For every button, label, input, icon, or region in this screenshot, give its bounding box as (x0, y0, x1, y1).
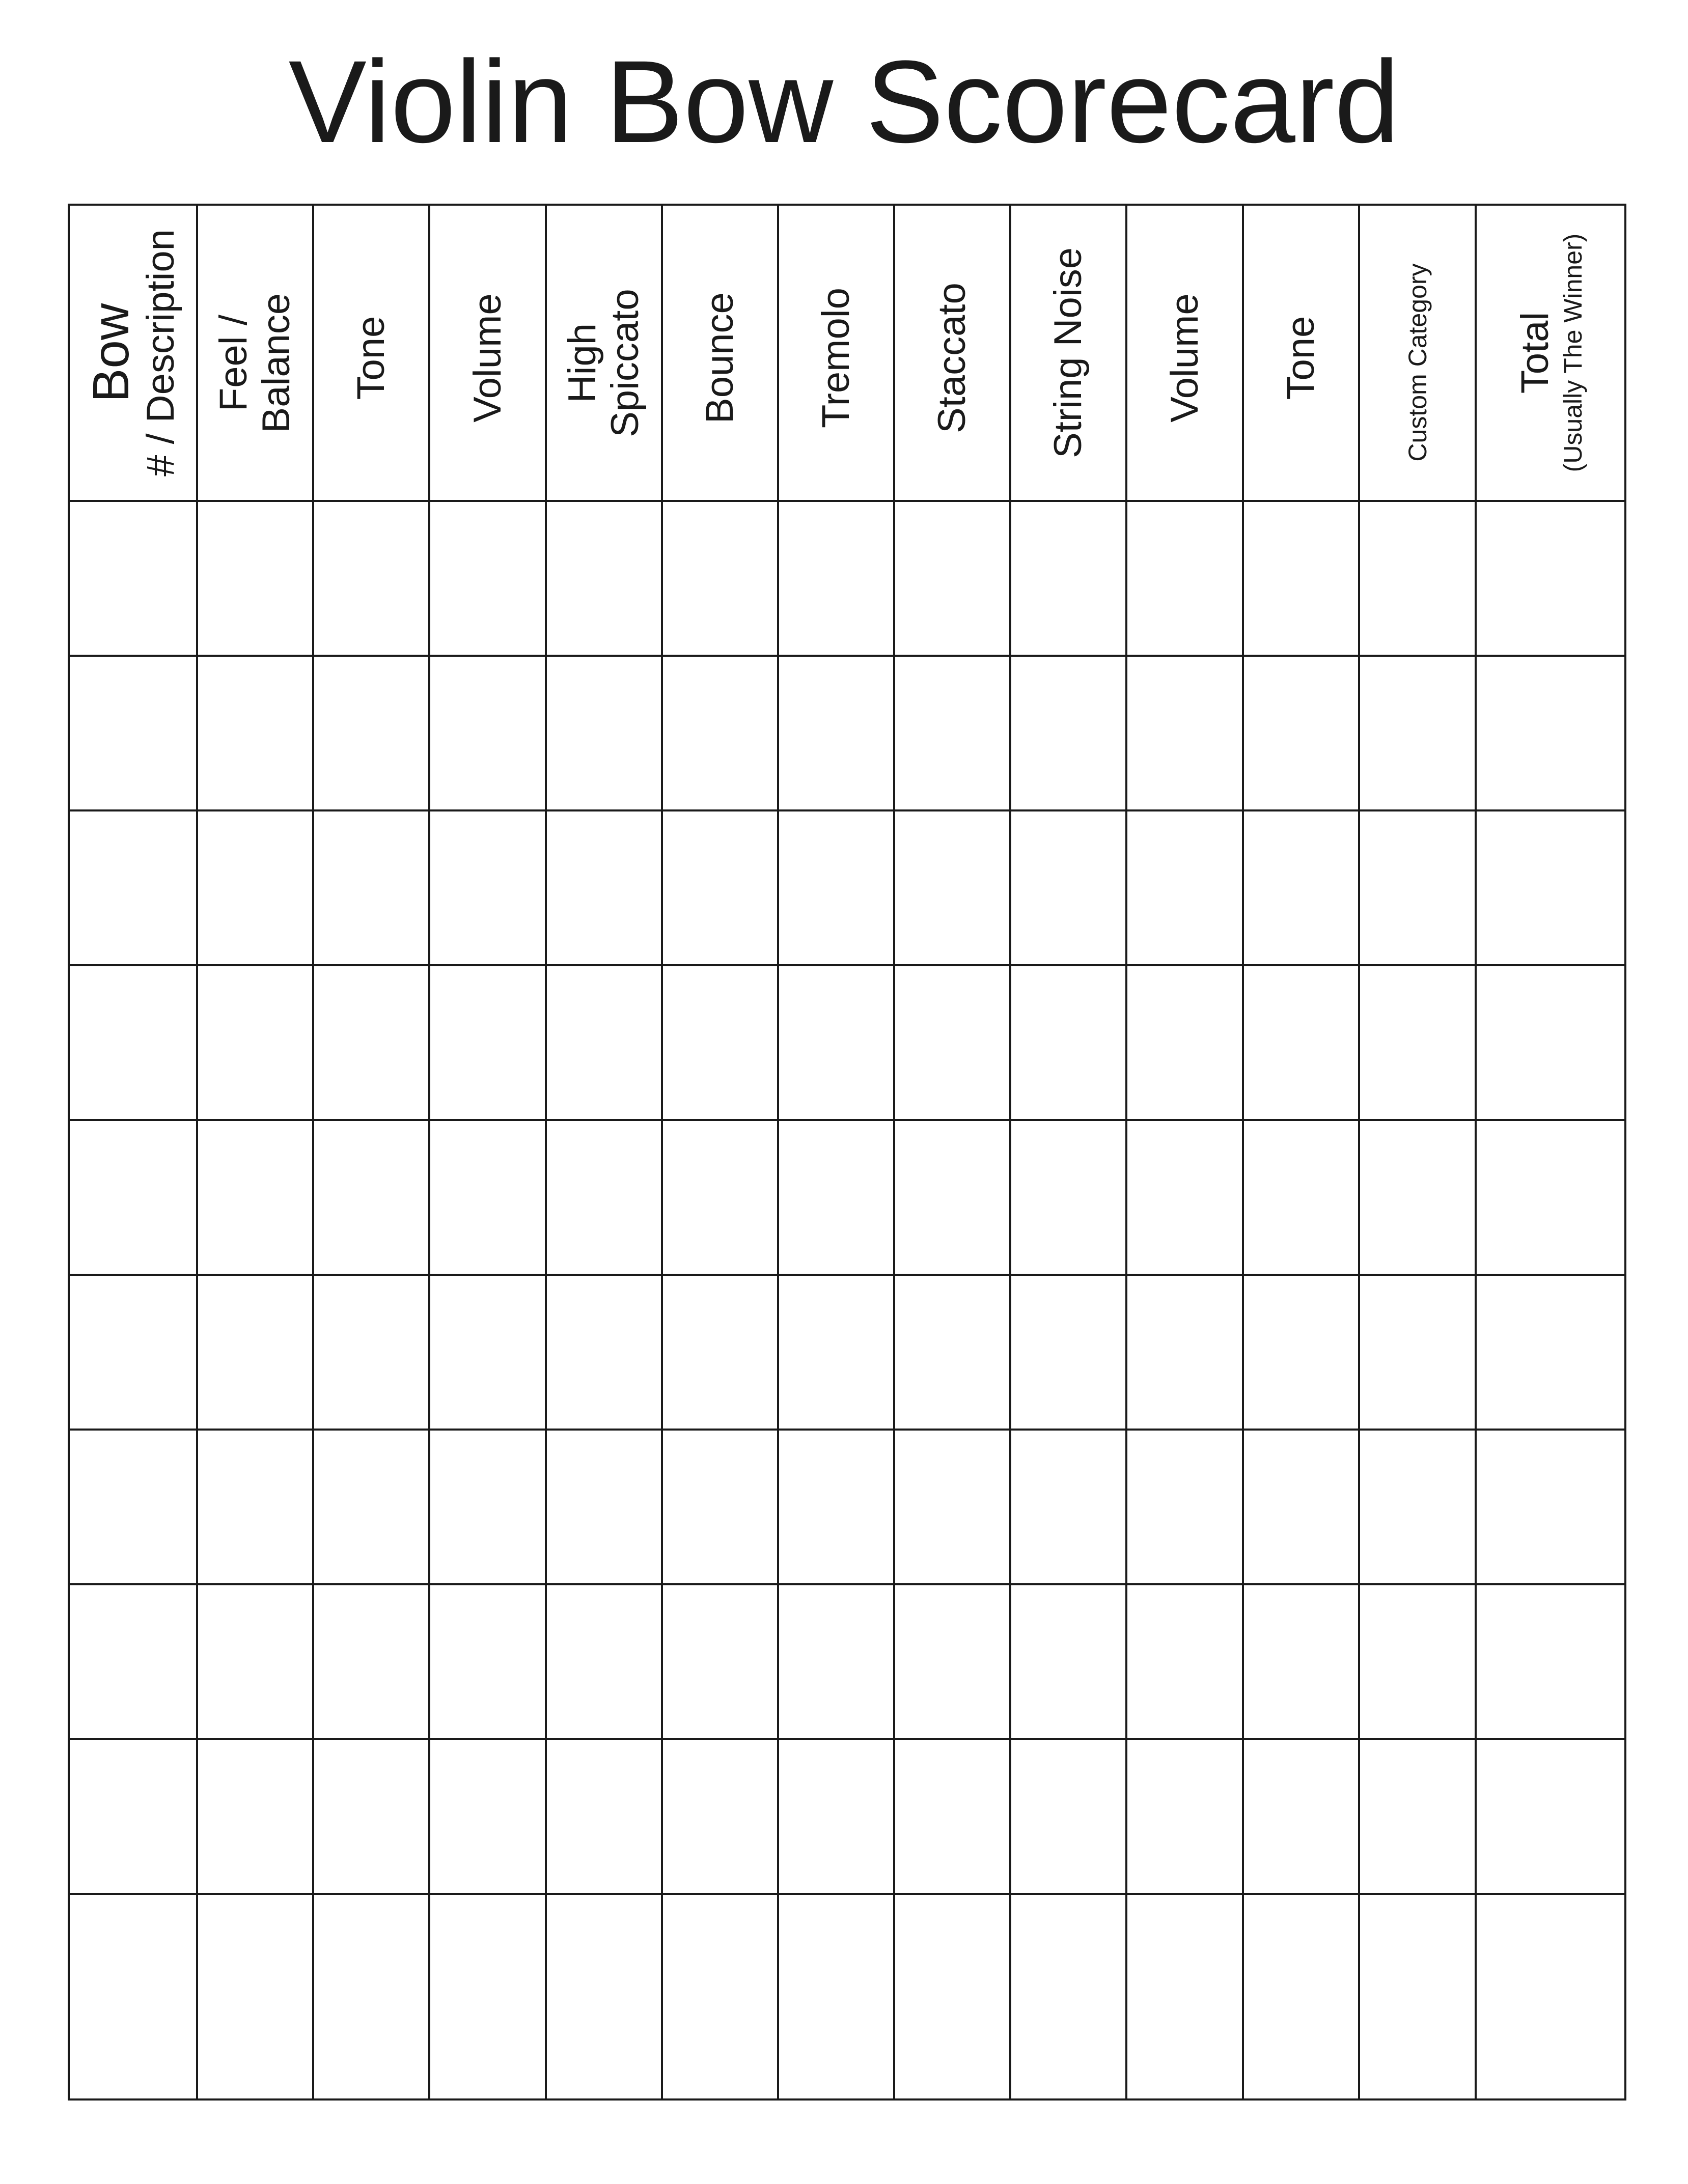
score-cell (1359, 1430, 1476, 1584)
score-cell (778, 1894, 894, 2099)
score-cell (429, 501, 546, 656)
score-cell (662, 1584, 778, 1739)
score-cell (1010, 1430, 1126, 1584)
score-cell (69, 1894, 197, 2099)
score-cell (197, 1739, 313, 1894)
score-cell (1010, 1275, 1126, 1430)
score-cell (429, 1430, 546, 1584)
score-cell (1359, 501, 1476, 656)
score-cell (894, 1894, 1010, 2099)
score-cell (778, 1275, 894, 1430)
score-cell (313, 1120, 429, 1275)
header-custom-category (1359, 205, 1476, 501)
score-cell (546, 965, 662, 1120)
header-bounce-label: Bounce (698, 292, 741, 424)
header-high-label: High (561, 323, 604, 403)
score-cell (546, 810, 662, 965)
header-volume-2-label: Volume (1163, 293, 1206, 423)
score-cell (1243, 1275, 1359, 1430)
header-custom-category-label: Custom Category (1403, 263, 1432, 462)
score-cell (1476, 656, 1625, 810)
header-tremolo-label: Tremolo (814, 288, 857, 429)
score-cell (1126, 1120, 1243, 1275)
score-cell (197, 810, 313, 965)
score-cell (197, 1430, 313, 1584)
score-cell (1010, 965, 1126, 1120)
score-cell (1359, 1894, 1476, 2099)
score-cell (662, 1275, 778, 1430)
score-cell (313, 810, 429, 965)
score-cell (894, 1430, 1010, 1584)
score-cell (1476, 965, 1625, 1120)
score-cell (69, 965, 197, 1120)
score-cell (313, 965, 429, 1120)
header-total-label: Total (1513, 312, 1557, 394)
header-total (1476, 205, 1625, 501)
table-row (69, 1739, 1625, 1894)
table-row (69, 1120, 1625, 1275)
score-cell (894, 1739, 1010, 1894)
score-cell (546, 1739, 662, 1894)
score-cell (313, 1430, 429, 1584)
score-cell (69, 656, 197, 810)
score-cell (1126, 810, 1243, 965)
score-cell (69, 1275, 197, 1430)
score-cell (429, 1894, 546, 2099)
header-volume-1-label: Volume (465, 293, 509, 423)
scorecard-table (68, 204, 1626, 2101)
score-cell (1010, 1584, 1126, 1739)
score-cell (429, 1739, 546, 1894)
score-cell (429, 1275, 546, 1430)
header-string-noise (1010, 205, 1126, 501)
score-cell (778, 1430, 894, 1584)
score-cell (894, 656, 1010, 810)
score-cell (1243, 1430, 1359, 1584)
score-cell (197, 1275, 313, 1430)
score-cell (1476, 1584, 1625, 1739)
score-cell (1243, 810, 1359, 965)
score-cell (1126, 1739, 1243, 1894)
score-cell (69, 810, 197, 965)
table-row (69, 965, 1625, 1120)
score-cell (662, 965, 778, 1120)
table-row (69, 810, 1625, 965)
score-cell (546, 501, 662, 656)
score-cell (778, 1739, 894, 1894)
header-bounce (662, 205, 778, 501)
score-cell (1010, 1120, 1126, 1275)
score-cell (662, 501, 778, 656)
header-staccato-label: Staccato (930, 283, 974, 433)
score-cell (894, 1275, 1010, 1430)
score-cell (894, 1584, 1010, 1739)
score-cell (662, 1739, 778, 1894)
score-cell (1010, 501, 1126, 656)
score-cell (1010, 810, 1126, 965)
header-tone-1-label: Tone (349, 316, 393, 400)
header-description-label: # / Description (139, 229, 182, 477)
score-cell (894, 810, 1010, 965)
score-cell (429, 965, 546, 1120)
header-tone-2-label: Tone (1279, 316, 1322, 400)
score-cell (662, 810, 778, 965)
score-cell (197, 965, 313, 1120)
score-cell (1476, 1430, 1625, 1584)
table-row (69, 1894, 1625, 2099)
score-cell (313, 501, 429, 656)
score-cell (69, 1430, 197, 1584)
score-cell (1243, 1120, 1359, 1275)
score-cell (546, 1894, 662, 2099)
score-cell (1243, 965, 1359, 1120)
score-cell (1359, 1739, 1476, 1894)
header-bow-label: Bow (82, 303, 140, 403)
header-volume-2 (1126, 205, 1243, 501)
score-cell (197, 1584, 313, 1739)
score-cell (1126, 1275, 1243, 1430)
header-tone-2 (1243, 205, 1359, 501)
score-cell (429, 1120, 546, 1275)
score-cell (662, 656, 778, 810)
score-cell (1476, 1894, 1625, 2099)
score-cell (662, 1894, 778, 2099)
score-cell (313, 1584, 429, 1739)
score-cell (1126, 1894, 1243, 2099)
score-cell (1359, 1584, 1476, 1739)
score-cell (778, 501, 894, 656)
score-cell (1126, 501, 1243, 656)
score-cell (1476, 810, 1625, 965)
score-cell (778, 656, 894, 810)
score-cell (662, 1120, 778, 1275)
score-cell (1243, 1894, 1359, 2099)
header-tone-1 (313, 205, 429, 501)
score-cell (778, 965, 894, 1120)
header-row (69, 205, 1625, 501)
score-cell (1476, 501, 1625, 656)
score-cell (429, 1584, 546, 1739)
header-high-spiccato (546, 205, 662, 501)
header-bow-description (69, 205, 197, 501)
table-row (69, 501, 1625, 656)
header-string-noise-label: String Noise (1046, 247, 1090, 458)
score-cell (1359, 810, 1476, 965)
score-cell (894, 1120, 1010, 1275)
score-cell (1476, 1275, 1625, 1430)
score-cell (1243, 656, 1359, 810)
header-tremolo (778, 205, 894, 501)
score-cell (1476, 1739, 1625, 1894)
score-cell (1010, 1739, 1126, 1894)
header-feel-label: Feel / (212, 315, 255, 412)
score-cell (197, 1894, 313, 2099)
score-cell (778, 810, 894, 965)
score-cell (1010, 1894, 1126, 2099)
score-cell (197, 501, 313, 656)
score-cell (1243, 1739, 1359, 1894)
score-cell (1010, 656, 1126, 810)
score-cell (546, 1275, 662, 1430)
score-cell (1359, 1275, 1476, 1430)
score-cell (69, 1120, 197, 1275)
score-cell (1359, 965, 1476, 1120)
score-cell (197, 1120, 313, 1275)
score-cell (662, 1430, 778, 1584)
header-staccato (894, 205, 1010, 501)
score-cell (778, 1584, 894, 1739)
score-cell (894, 965, 1010, 1120)
score-cell (546, 1430, 662, 1584)
score-cell (69, 1739, 197, 1894)
score-cell (313, 1739, 429, 1894)
score-cell (313, 1894, 429, 2099)
score-cell (1359, 1120, 1476, 1275)
score-cell (1243, 1584, 1359, 1739)
score-cell (546, 1120, 662, 1275)
table-row (69, 1430, 1625, 1584)
score-cell (1359, 656, 1476, 810)
header-volume-1 (429, 205, 546, 501)
page-title: Violin Bow Scorecard (288, 36, 1400, 167)
score-cell (1126, 965, 1243, 1120)
table-row (69, 656, 1625, 810)
score-cell (1243, 501, 1359, 656)
score-cell (1476, 1120, 1625, 1275)
table-row (69, 1584, 1625, 1739)
score-cell (313, 1275, 429, 1430)
score-cell (313, 656, 429, 810)
score-rows (69, 501, 1625, 2099)
score-cell (1126, 656, 1243, 810)
header-spiccato-label: Spiccato (603, 289, 647, 437)
table-row (69, 1275, 1625, 1430)
score-cell (197, 656, 313, 810)
score-cell (894, 501, 1010, 656)
score-cell (778, 1120, 894, 1275)
header-feel-balance (197, 205, 313, 501)
score-cell (1126, 1584, 1243, 1739)
header-balance-label: Balance (255, 293, 298, 433)
score-cell (429, 810, 546, 965)
score-cell (429, 656, 546, 810)
score-cell (69, 1584, 197, 1739)
score-cell (69, 501, 197, 656)
header-total-note: (Usually The Winner) (1559, 233, 1587, 472)
score-cell (1126, 1430, 1243, 1584)
score-cell (546, 656, 662, 810)
score-cell (546, 1584, 662, 1739)
